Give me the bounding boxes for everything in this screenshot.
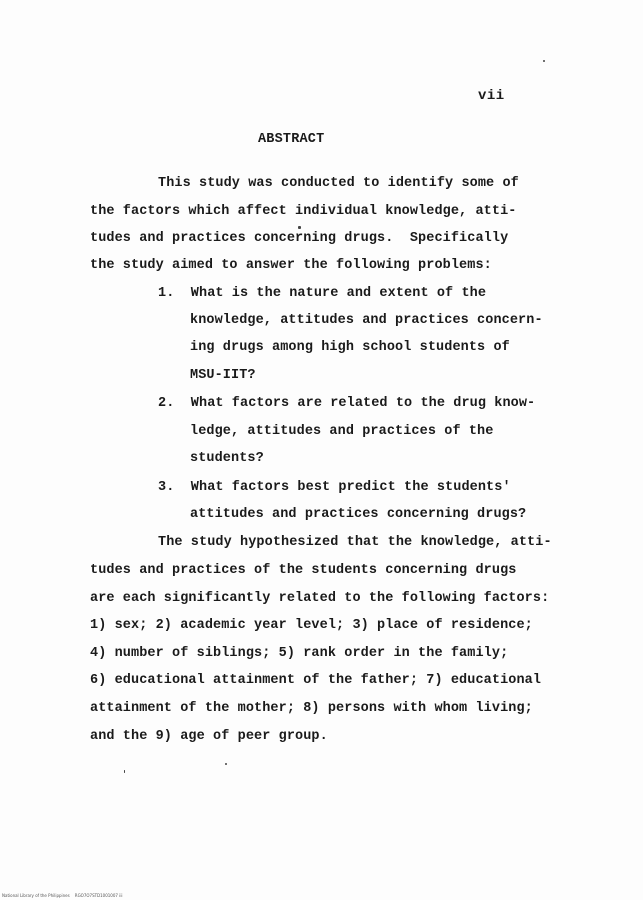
problem-2-line-3: students? [190,451,264,466]
problem-3-line-2: attitudes and practices concerning drugs? [190,507,527,522]
problem-2-line-1: 2. What factors are related to the drug know- [158,396,536,411]
problem-1-line-1: 1. What is the nature and extent of the [158,286,487,301]
abstract-heading: ABSTRACT [258,132,325,147]
abstract-line-1: This study was conducted to identify some of [158,176,519,191]
hypothesis-line-7: attainment of the mother; 8) persons with whom living; [90,701,533,716]
problem-1-line-3: ing drugs among high school students of [190,340,510,355]
problem-1-line-2: knowledge, attitudes and practices concern- [190,313,543,328]
hypothesis-line-8: and the 9) age of peer group. [90,729,328,744]
hypothesis-line-3: are each significantly related to the following factors: [90,591,550,606]
problem-1-line-4: MSU-IIT? [190,368,256,383]
abstract-line-2: the factors which affect individual knowledge, atti- [90,204,517,219]
scan-footer: National Library of the Philippines RGO7O7STD1001007 iii [2,893,123,898]
problem-2-line-2: ledge, attitudes and practices of the [190,424,494,439]
abstract-line-3: tudes and practices concerning drugs. Specifically [90,231,509,246]
abstract-line-4: the study aimed to answer the following problems: [90,258,492,273]
hypothesis-line-4: 1) sex; 2) academic year level; 3) place of residence; [90,618,533,633]
scan-speck [298,226,301,229]
scan-speck [543,60,545,62]
page-number: vii [478,88,505,104]
hypothesis-line-1: The study hypothesized that the knowledge, atti- [158,535,552,550]
scan-speck [124,770,125,773]
hypothesis-line-6: 6) educational attainment of the father; 7) educational [90,673,542,688]
hypothesis-line-5: 4) number of siblings; 5) rank order in the family; [90,646,509,661]
problem-3-line-1: 3. What factors best predict the students' [158,480,511,495]
hypothesis-line-2: tudes and practices of the students concerning drugs [90,563,517,578]
scan-speck [225,763,227,765]
